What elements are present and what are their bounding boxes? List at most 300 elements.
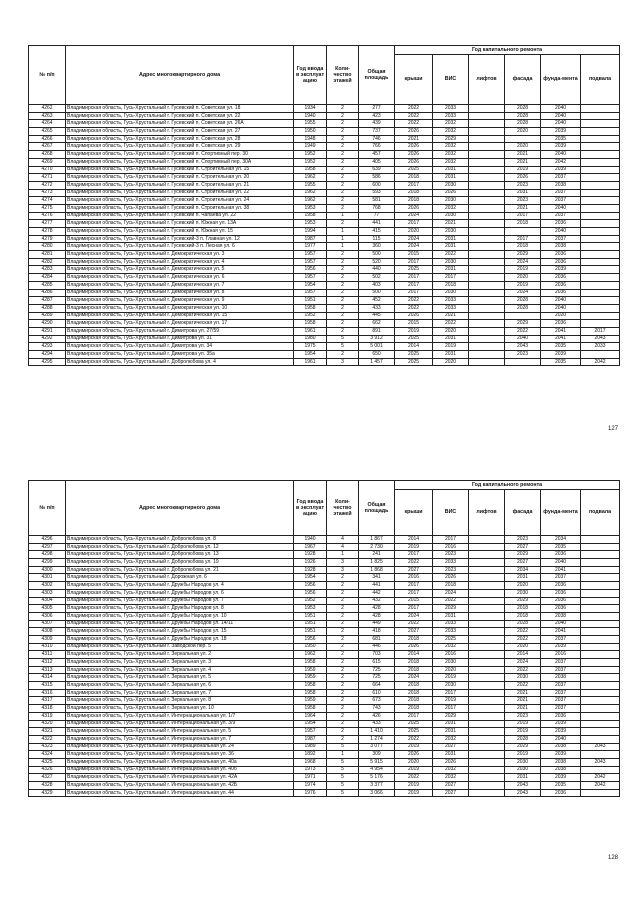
cell-vis: 2025 bbox=[433, 635, 469, 643]
table-row bbox=[29, 705, 620, 713]
cell-area: 725 bbox=[359, 666, 395, 674]
cell-vis: 2023 bbox=[433, 566, 469, 574]
cell-num: 4302 bbox=[29, 582, 66, 590]
cell-year: 1959 bbox=[294, 666, 327, 674]
cell-lift bbox=[469, 743, 505, 751]
cell-floors: 2 bbox=[327, 728, 359, 736]
cell-vis: 2032 bbox=[433, 143, 469, 151]
cell-foundation: 2035 bbox=[541, 543, 581, 551]
header-floors: Коли-чество этажей bbox=[327, 481, 359, 536]
cell-address: Владимирская область, Гусь-Хрустальный г. Интернациональная ул. 42Б bbox=[66, 782, 294, 790]
cell-num: 4265 bbox=[29, 128, 66, 136]
cell-num: 4327 bbox=[29, 774, 66, 782]
cell-vis: 2019 bbox=[433, 674, 469, 682]
table-row bbox=[29, 151, 620, 159]
cell-year: 1948 bbox=[294, 135, 327, 143]
cell-vis: 2027 bbox=[433, 743, 469, 751]
cell-foundation: 2039 bbox=[541, 143, 581, 151]
cell-address: Владимирская область, Гусь-Хрустальный г. Гусевский-3 п. Лесная ул. 6 bbox=[66, 243, 294, 251]
cell-facade: 2028 bbox=[505, 297, 541, 305]
cell-basement bbox=[581, 281, 620, 289]
cell-facade: 2023 bbox=[505, 536, 541, 544]
cell-roof: 2026 bbox=[395, 143, 433, 151]
cell-floors: 1 bbox=[327, 212, 359, 220]
table-row bbox=[29, 235, 620, 243]
cell-num: 4310 bbox=[29, 643, 66, 651]
cell-lift bbox=[469, 651, 505, 659]
table-row bbox=[29, 674, 620, 682]
table-row bbox=[29, 712, 620, 720]
cell-roof: 2022 bbox=[395, 112, 433, 120]
cell-area: 703 bbox=[359, 651, 395, 659]
cell-address: Владимирская область, Гусь-Хрустальный г. Димитрова ул. 34 bbox=[66, 343, 294, 351]
cell-area: 439 bbox=[359, 120, 395, 128]
cell-basement bbox=[581, 274, 620, 282]
cell-basement bbox=[581, 135, 620, 143]
cell-address: Владимирская область, Гусь-Хрустальный г. Интернациональная ул. 1/7 bbox=[66, 712, 294, 720]
cell-num: 4309 bbox=[29, 635, 66, 643]
cell-basement bbox=[581, 612, 620, 620]
cell-address: Владимирская область, Гусь-Хрустальный г. Интернациональная ул. 7 bbox=[66, 735, 294, 743]
cell-lift bbox=[469, 143, 505, 151]
cell-lift bbox=[469, 112, 505, 120]
cell-foundation: 2036 bbox=[541, 320, 581, 328]
cell-foundation: 2040 bbox=[541, 735, 581, 743]
cell-basement bbox=[581, 597, 620, 605]
cell-num: 4274 bbox=[29, 197, 66, 205]
cell-year: 1953 bbox=[294, 204, 327, 212]
cell-facade bbox=[505, 228, 541, 236]
cell-vis: 2027 bbox=[433, 789, 469, 797]
cell-facade: 2021 bbox=[505, 689, 541, 697]
table-row bbox=[29, 536, 620, 544]
cell-address: Владимирская область, Гусь-Хрустальный г. Гусевский п. Советская ул. 22 bbox=[66, 112, 294, 120]
cell-facade: 2023 bbox=[505, 181, 541, 189]
cell-area: 673 bbox=[359, 697, 395, 705]
table-row bbox=[29, 105, 620, 113]
cell-lift bbox=[469, 212, 505, 220]
cell-floors: 2 bbox=[327, 197, 359, 205]
cell-num: 4325 bbox=[29, 758, 66, 766]
cell-address: Владимирская область, Гусь-Хрустальный г. Зеркальная ул. 3 bbox=[66, 659, 294, 667]
cell-facade: 2028 bbox=[505, 112, 541, 120]
cell-year: 1951 bbox=[294, 620, 327, 628]
cell-floors: 2 bbox=[327, 327, 359, 335]
cell-lift bbox=[469, 358, 505, 366]
cell-address: Владимирская область, Гусь-Хрустальный г. Димитрова ул. 31 bbox=[66, 335, 294, 343]
cell-foundation: 2036 bbox=[541, 220, 581, 228]
cell-area: 743 bbox=[359, 705, 395, 713]
cell-lift bbox=[469, 536, 505, 544]
cell-area: 500 bbox=[359, 251, 395, 259]
cell-roof: 2020 bbox=[395, 758, 433, 766]
cell-floors: 5 bbox=[327, 343, 359, 351]
cell-facade: 2034 bbox=[505, 566, 541, 574]
cell-roof: 2026 bbox=[395, 643, 433, 651]
cell-address: Владимирская область, Гусь-Хрустальный г. Гусевский п. Строительная ул. 15 bbox=[66, 166, 294, 174]
cell-foundation: 2036 bbox=[541, 281, 581, 289]
cell-foundation: 2036 bbox=[541, 582, 581, 590]
cell-lift bbox=[469, 774, 505, 782]
cell-floors: 2 bbox=[327, 697, 359, 705]
cell-area: 1 825 bbox=[359, 559, 395, 567]
cell-lift bbox=[469, 712, 505, 720]
cell-area: 3 066 bbox=[359, 789, 395, 797]
cell-year: 1958 bbox=[294, 320, 327, 328]
cell-address: Владимирская область, Гусь-Хрустальный г. Дорожная ул. 6 bbox=[66, 574, 294, 582]
header-vis: ВИС bbox=[433, 490, 469, 536]
cell-foundation: 2036 bbox=[541, 597, 581, 605]
cell-roof: 2024 bbox=[395, 235, 433, 243]
cell-floors: 2 bbox=[327, 620, 359, 628]
cell-area: 615 bbox=[359, 659, 395, 667]
cell-floors: 2 bbox=[327, 674, 359, 682]
cell-vis: 2016 bbox=[433, 543, 469, 551]
header-basement: подвала bbox=[581, 490, 620, 536]
table-row bbox=[29, 320, 620, 328]
cell-roof: 2017 bbox=[395, 274, 433, 282]
cell-year: 1949 bbox=[294, 143, 327, 151]
cell-roof: 2017 bbox=[395, 281, 433, 289]
cell-roof: 2017 bbox=[395, 258, 433, 266]
cell-year: 1987 bbox=[294, 735, 327, 743]
cell-address: Владимирская область, Гусь-Хрустальный г. Демократическая ул. 10 bbox=[66, 304, 294, 312]
cell-area: 360 bbox=[359, 243, 395, 251]
cell-address: Владимирская область, Гусь-Хрустальный г. Гусевский п. Южная ул. 15 bbox=[66, 228, 294, 236]
cell-num: 4315 bbox=[29, 682, 66, 690]
cell-address: Владимирская область, Гусь-Хрустальный г. Демократическая ул. 4 bbox=[66, 258, 294, 266]
cell-floors: 2 bbox=[327, 135, 359, 143]
cell-basement bbox=[581, 728, 620, 736]
cell-lift bbox=[469, 574, 505, 582]
cell-basement bbox=[581, 204, 620, 212]
cell-area: 662 bbox=[359, 320, 395, 328]
table-row bbox=[29, 543, 620, 551]
cell-roof: 2019 bbox=[395, 543, 433, 551]
cell-address: Владимирская область, Гусь-Хрустальный г. Интернациональная ул. 24 bbox=[66, 743, 294, 751]
cell-year: 1954 bbox=[294, 351, 327, 359]
cell-floors: 2 bbox=[327, 659, 359, 667]
cell-roof: 2019 bbox=[395, 766, 433, 774]
cell-address: Владимирская область, Гусь-Хрустальный г. Демократическая ул. 8 bbox=[66, 289, 294, 297]
cell-vis: 2033 bbox=[433, 559, 469, 567]
cell-lift bbox=[469, 605, 505, 613]
cell-lift bbox=[469, 559, 505, 567]
cell-basement bbox=[581, 297, 620, 305]
cell-foundation: 2034 bbox=[541, 536, 581, 544]
cell-facade bbox=[505, 358, 541, 366]
cell-basement: 2017 bbox=[581, 327, 620, 335]
table-row bbox=[29, 274, 620, 282]
cell-vis: 2031 bbox=[433, 243, 469, 251]
cell-facade: 2028 bbox=[505, 735, 541, 743]
cell-basement: 2043 bbox=[581, 758, 620, 766]
cell-roof: 2026 bbox=[395, 751, 433, 759]
cell-roof: 2024 bbox=[395, 674, 433, 682]
cell-area: 428 bbox=[359, 605, 395, 613]
cell-lift bbox=[469, 297, 505, 305]
cell-facade: 2021 bbox=[505, 158, 541, 166]
cell-address: Владимирская область, Гусь-Хрустальный г. Гусевский п. Советская ул. 26А bbox=[66, 120, 294, 128]
cell-foundation: 2041 bbox=[541, 628, 581, 636]
cell-roof: 2025 bbox=[395, 720, 433, 728]
cell-year: 1940 bbox=[294, 536, 327, 544]
cell-address: Владимирская область, Гусь-Хрустальный г. Дружбы Народов ул. 8 bbox=[66, 605, 294, 613]
cell-num: 4317 bbox=[29, 697, 66, 705]
cell-roof: 2018 bbox=[395, 174, 433, 182]
cell-num: 4275 bbox=[29, 204, 66, 212]
cell-vis: 2033 bbox=[433, 628, 469, 636]
cell-vis: 2032 bbox=[433, 128, 469, 136]
cell-lift bbox=[469, 258, 505, 266]
cell-lift bbox=[469, 128, 505, 136]
cell-address: Владимирская область, Гусь-Хрустальный г. Зеркальная ул. 4 bbox=[66, 666, 294, 674]
cell-address: Владимирская область, Гусь-Хрустальный г. Добролюбова ул. 21 bbox=[66, 566, 294, 574]
table-row bbox=[29, 266, 620, 274]
cell-floors: 2 bbox=[327, 112, 359, 120]
cell-facade: 2021 bbox=[505, 705, 541, 713]
table-body bbox=[29, 105, 620, 366]
cell-floors: 2 bbox=[327, 705, 359, 713]
cell-roof: 2014 bbox=[395, 343, 433, 351]
cell-floors: 5 bbox=[327, 758, 359, 766]
cell-year: 1980 bbox=[294, 335, 327, 343]
table-row bbox=[29, 551, 620, 559]
cell-num: 4273 bbox=[29, 189, 66, 197]
header-address: Адрес многоквартирного дома bbox=[66, 46, 294, 105]
cell-roof: 2017 bbox=[395, 605, 433, 613]
cell-vis: 2032 bbox=[433, 151, 469, 159]
cell-foundation: 2035 bbox=[541, 343, 581, 351]
cell-lift bbox=[469, 151, 505, 159]
cell-floors: 2 bbox=[327, 589, 359, 597]
cell-area: 766 bbox=[359, 143, 395, 151]
cell-num: 4311 bbox=[29, 651, 66, 659]
cell-basement bbox=[581, 143, 620, 151]
cell-vis: 2017 bbox=[433, 689, 469, 697]
cell-facade: 2043 bbox=[505, 789, 541, 797]
table-row bbox=[29, 743, 620, 751]
cell-num: 4305 bbox=[29, 605, 66, 613]
cell-facade: 2029 bbox=[505, 251, 541, 259]
cell-num: 4314 bbox=[29, 674, 66, 682]
cell-foundation: 2037 bbox=[541, 659, 581, 667]
cell-foundation: 2041 bbox=[541, 566, 581, 574]
cell-floors: 2 bbox=[327, 628, 359, 636]
header-foundation: фунда-мента bbox=[541, 55, 581, 105]
cell-address: Владимирская область, Гусь-Хрустальный г. Интернациональная ул. 36 bbox=[66, 751, 294, 759]
cell-year: 1926 bbox=[294, 559, 327, 567]
cell-lift bbox=[469, 335, 505, 343]
cell-num: 4278 bbox=[29, 228, 66, 236]
cell-floors: 3 bbox=[327, 358, 359, 366]
cell-floors: 4 bbox=[327, 543, 359, 551]
table-row bbox=[29, 351, 620, 359]
cell-year: 1977 bbox=[294, 243, 327, 251]
cell-roof: 2025 bbox=[395, 358, 433, 366]
cell-facade: 2022 bbox=[505, 635, 541, 643]
table-row bbox=[29, 158, 620, 166]
header-year: Год ввода в эксплуат ацию bbox=[294, 46, 327, 105]
cell-vis: 2032 bbox=[433, 774, 469, 782]
cell-year: 1959 bbox=[294, 674, 327, 682]
cell-year: 1958 bbox=[294, 212, 327, 220]
cell-address: Владимирская область, Гусь-Хрустальный г. Интернациональная ул. 3/9 bbox=[66, 720, 294, 728]
cell-address: Владимирская область, Гусь-Хрустальный г. Демократическая ул. 9 bbox=[66, 297, 294, 305]
cell-floors: 1 bbox=[327, 551, 359, 559]
cell-floors: 2 bbox=[327, 281, 359, 289]
cell-basement bbox=[581, 266, 620, 274]
cell-lift bbox=[469, 674, 505, 682]
cell-address: Владимирская область, Гусь-Хрустальный г. Гусевский п. Строительная ул. 22 bbox=[66, 189, 294, 197]
cell-roof: 2024 bbox=[395, 212, 433, 220]
cell-foundation: 2036 bbox=[541, 589, 581, 597]
header-floors: Коли-чество этажей bbox=[327, 46, 359, 105]
cell-address: Владимирская область, Гусь-Хрустальный г. Гусевский п. Советская ул. 29 bbox=[66, 143, 294, 151]
cell-roof: 2025 bbox=[395, 351, 433, 359]
cell-lift bbox=[469, 635, 505, 643]
cell-address: Владимирская область, Гусь-Хрустальный г. Интернациональная ул. 5 bbox=[66, 728, 294, 736]
cell-floors: 2 bbox=[327, 151, 359, 159]
cell-facade: 2022 bbox=[505, 327, 541, 335]
table-row bbox=[29, 128, 620, 136]
cell-basement bbox=[581, 674, 620, 682]
cell-lift bbox=[469, 266, 505, 274]
table-row bbox=[29, 597, 620, 605]
table-row bbox=[29, 559, 620, 567]
cell-vis: 2019 bbox=[433, 343, 469, 351]
cell-floors: 5 bbox=[327, 789, 359, 797]
cell-floors: 2 bbox=[327, 574, 359, 582]
header-num: № п/п bbox=[29, 46, 66, 105]
cell-facade: 2020 bbox=[505, 582, 541, 590]
cell-floors: 1 bbox=[327, 228, 359, 236]
cell-num: 4272 bbox=[29, 181, 66, 189]
cell-roof: 2027 bbox=[395, 628, 433, 636]
cell-floors: 2 bbox=[327, 651, 359, 659]
cell-vis: 2022 bbox=[433, 597, 469, 605]
cell-area: 442 bbox=[359, 589, 395, 597]
cell-roof: 2015 bbox=[395, 597, 433, 605]
cell-year: 1957 bbox=[294, 258, 327, 266]
cell-year: 1928 bbox=[294, 551, 327, 559]
cell-basement bbox=[581, 566, 620, 574]
cell-year: 1964 bbox=[294, 712, 327, 720]
cell-area: 77 bbox=[359, 212, 395, 220]
cell-roof: 2022 bbox=[395, 620, 433, 628]
cell-basement bbox=[581, 289, 620, 297]
cell-area: 1 274 bbox=[359, 735, 395, 743]
cell-foundation: 2037 bbox=[541, 235, 581, 243]
cell-num: 4270 bbox=[29, 166, 66, 174]
cell-area: 891 bbox=[359, 327, 395, 335]
cell-roof: 2020 bbox=[395, 228, 433, 236]
cell-lift bbox=[469, 204, 505, 212]
cell-basement bbox=[581, 689, 620, 697]
table-row bbox=[29, 628, 620, 636]
cell-facade: 2029 bbox=[505, 743, 541, 751]
cell-lift bbox=[469, 589, 505, 597]
cell-area: 746 bbox=[359, 135, 395, 143]
cell-year: 1987 bbox=[294, 235, 327, 243]
table-row bbox=[29, 689, 620, 697]
page-number: 127 bbox=[607, 426, 618, 432]
cell-num: 4321 bbox=[29, 728, 66, 736]
cell-vis: 2020 bbox=[433, 358, 469, 366]
cell-foundation: 2040 bbox=[541, 120, 581, 128]
cell-num: 4281 bbox=[29, 251, 66, 259]
cell-roof: 2017 bbox=[395, 712, 433, 720]
cell-lift bbox=[469, 758, 505, 766]
cell-floors: 2 bbox=[327, 605, 359, 613]
cell-facade: 2031 bbox=[505, 774, 541, 782]
cell-address: Владимирская область, Гусь-Хрустальный г. Гусевский п. Спортивный пер. 30А bbox=[66, 158, 294, 166]
cell-basement bbox=[581, 181, 620, 189]
cell-lift bbox=[469, 174, 505, 182]
cell-facade: 2017 bbox=[505, 212, 541, 220]
cell-area: 600 bbox=[359, 181, 395, 189]
cell-year: 1961 bbox=[294, 358, 327, 366]
table-row bbox=[29, 189, 620, 197]
cell-facade: 2027 bbox=[505, 543, 541, 551]
cell-facade: 2024 bbox=[505, 659, 541, 667]
cell-roof: 2018 bbox=[395, 666, 433, 674]
cell-area: 441 bbox=[359, 220, 395, 228]
cell-foundation: 2035 bbox=[541, 135, 581, 143]
cell-basement bbox=[581, 151, 620, 159]
cell-foundation: 2037 bbox=[541, 666, 581, 674]
cell-foundation: 2037 bbox=[541, 189, 581, 197]
cell-foundation: 2040 bbox=[541, 105, 581, 113]
table-row bbox=[29, 728, 620, 736]
cell-year: 1951 bbox=[294, 628, 327, 636]
cell-roof: 2026 bbox=[395, 204, 433, 212]
cell-num: 4322 bbox=[29, 735, 66, 743]
table-row bbox=[29, 174, 620, 182]
cell-roof: 2025 bbox=[395, 335, 433, 343]
cell-floors: 2 bbox=[327, 181, 359, 189]
cell-facade: 2029 bbox=[505, 320, 541, 328]
cell-facade: 2023 bbox=[505, 197, 541, 205]
cell-basement bbox=[581, 235, 620, 243]
cell-vis: 2031 bbox=[433, 235, 469, 243]
cell-roof: 2022 bbox=[395, 297, 433, 305]
cell-foundation: 2041 bbox=[541, 335, 581, 343]
cell-basement bbox=[581, 312, 620, 320]
cell-year: 1958 bbox=[294, 682, 327, 690]
cell-floors: 2 bbox=[327, 128, 359, 136]
cell-year: 1950 bbox=[294, 643, 327, 651]
register-table bbox=[28, 45, 620, 366]
cell-roof: 2024 bbox=[395, 612, 433, 620]
cell-area: 1 457 bbox=[359, 358, 395, 366]
cell-roof: 2026 bbox=[395, 151, 433, 159]
cell-area: 5 176 bbox=[359, 774, 395, 782]
table-row bbox=[29, 358, 620, 366]
cell-num: 4316 bbox=[29, 689, 66, 697]
table-row bbox=[29, 289, 620, 297]
cell-floors: 2 bbox=[327, 712, 359, 720]
cell-vis: 2026 bbox=[433, 758, 469, 766]
cell-vis: 2021 bbox=[433, 220, 469, 228]
cell-lift bbox=[469, 304, 505, 312]
cell-lift bbox=[469, 628, 505, 636]
cell-lift bbox=[469, 274, 505, 282]
cell-floors: 2 bbox=[327, 274, 359, 282]
cell-basement bbox=[581, 751, 620, 759]
cell-basement bbox=[581, 174, 620, 182]
cell-num: 4308 bbox=[29, 628, 66, 636]
